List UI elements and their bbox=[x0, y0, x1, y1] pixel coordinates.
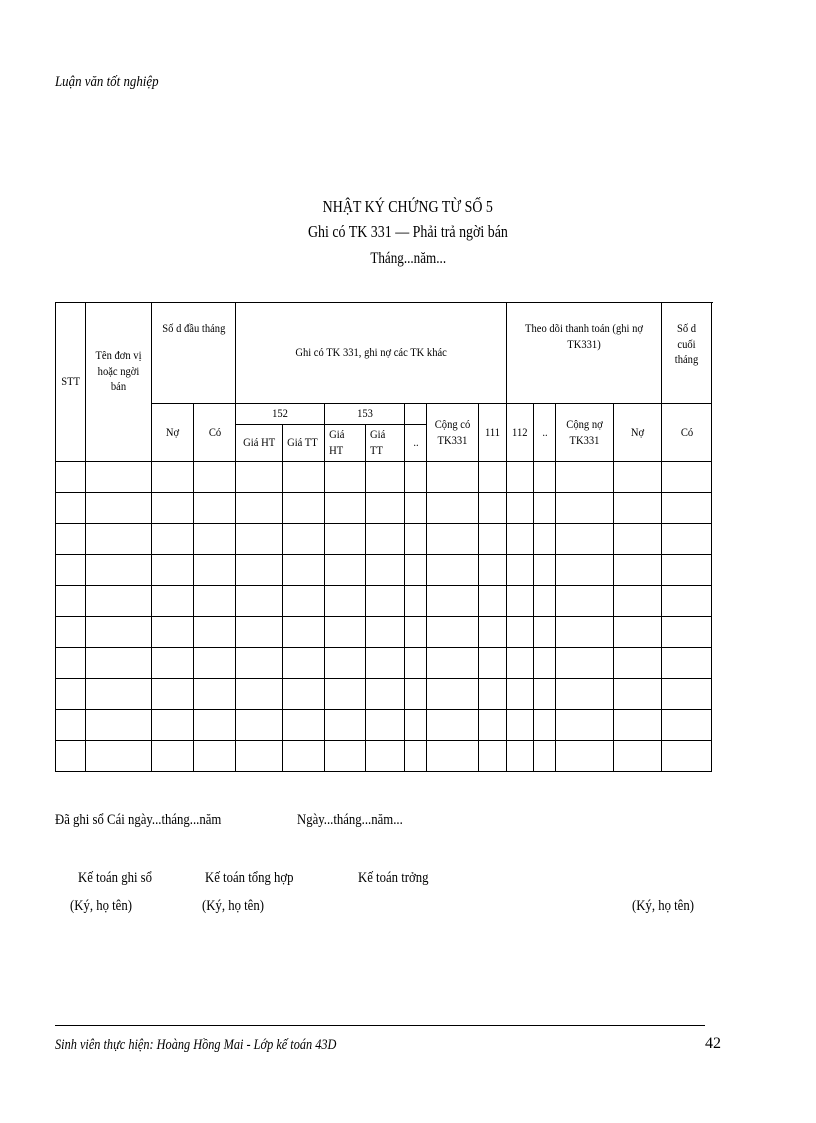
journal-table bbox=[55, 302, 712, 772]
table-cell bbox=[614, 617, 662, 648]
table-cell bbox=[194, 648, 236, 679]
table-cell bbox=[366, 679, 405, 710]
table-row bbox=[56, 648, 712, 679]
document-title: NHẬT KÝ CHỨNG TỪ SỐ 5 bbox=[322, 197, 494, 216]
table-cell bbox=[152, 617, 194, 648]
table-cell bbox=[405, 524, 427, 555]
table-cell bbox=[405, 710, 427, 741]
table-cell bbox=[56, 586, 86, 617]
table-cell bbox=[534, 741, 556, 772]
header-total-credit: Cộng có TK331 bbox=[427, 404, 479, 462]
table-cell bbox=[427, 462, 479, 493]
table-cell bbox=[325, 679, 366, 710]
table-cell bbox=[479, 741, 507, 772]
table-cell bbox=[534, 555, 556, 586]
document-period: Tháng...năm... bbox=[370, 250, 446, 267]
table-cell bbox=[152, 493, 194, 524]
table-cell bbox=[662, 679, 712, 710]
table-cell bbox=[325, 493, 366, 524]
table-cell bbox=[534, 462, 556, 493]
table-cell bbox=[283, 586, 325, 617]
table-cell bbox=[405, 493, 427, 524]
role-general-accountant: Kế toán tổng hợp bbox=[205, 870, 294, 886]
table-cell bbox=[405, 741, 427, 772]
table-cell bbox=[614, 493, 662, 524]
header-closing-balance: Số d cuối tháng bbox=[662, 303, 712, 404]
table-cell bbox=[325, 524, 366, 555]
table-cell bbox=[366, 462, 405, 493]
table-cell bbox=[556, 741, 614, 772]
table-cell bbox=[556, 710, 614, 741]
table-cell bbox=[479, 462, 507, 493]
table-cell bbox=[152, 462, 194, 493]
table-cell bbox=[405, 555, 427, 586]
header-153-gia-tt: Giá TT bbox=[366, 425, 405, 462]
table-cell bbox=[325, 741, 366, 772]
table-cell bbox=[86, 648, 152, 679]
table-row bbox=[56, 679, 712, 710]
table-cell bbox=[236, 586, 283, 617]
table-cell bbox=[427, 586, 479, 617]
table-cell bbox=[479, 648, 507, 679]
table-row bbox=[56, 524, 712, 555]
table-cell bbox=[427, 741, 479, 772]
table-cell bbox=[86, 617, 152, 648]
table-cell bbox=[427, 493, 479, 524]
table-cell bbox=[56, 555, 86, 586]
header-opening-debit: Nợ bbox=[152, 404, 194, 462]
header-account-153: 153 bbox=[325, 404, 405, 425]
header-closing-debit: Nợ bbox=[614, 404, 662, 462]
table-cell bbox=[662, 462, 712, 493]
table-cell bbox=[283, 617, 325, 648]
table-cell bbox=[194, 524, 236, 555]
header-opening-balance: Số d đầu tháng bbox=[152, 303, 236, 404]
table-cell bbox=[614, 741, 662, 772]
table-row bbox=[56, 710, 712, 741]
table-cell bbox=[614, 555, 662, 586]
table-row bbox=[56, 462, 712, 493]
header-opening-credit: Có bbox=[194, 404, 236, 462]
table-cell bbox=[534, 617, 556, 648]
table-cell bbox=[662, 555, 712, 586]
table-cell bbox=[507, 493, 534, 524]
table-cell bbox=[366, 586, 405, 617]
table-cell bbox=[614, 462, 662, 493]
table-body bbox=[56, 462, 712, 772]
table-cell bbox=[614, 524, 662, 555]
table-cell bbox=[86, 679, 152, 710]
table-cell bbox=[507, 648, 534, 679]
table-cell bbox=[194, 679, 236, 710]
table-cell bbox=[662, 741, 712, 772]
header-closing-credit: Có bbox=[662, 404, 712, 462]
table-cell bbox=[534, 586, 556, 617]
table-cell bbox=[283, 493, 325, 524]
header-credit-group: Ghi có TK 331, ghi nợ các TK khác bbox=[236, 303, 507, 404]
table-cell bbox=[194, 462, 236, 493]
table-cell bbox=[283, 679, 325, 710]
table-cell bbox=[236, 617, 283, 648]
sign-note-general: (Ký, họ tên) bbox=[202, 898, 264, 914]
sign-note-chief: (Ký, họ tên) bbox=[632, 898, 694, 914]
table-cell bbox=[534, 493, 556, 524]
header-stt: STT bbox=[56, 303, 86, 462]
table-cell bbox=[507, 586, 534, 617]
role-bookkeeper: Kế toán ghi sổ bbox=[78, 870, 153, 886]
table-cell bbox=[662, 617, 712, 648]
table-cell bbox=[507, 555, 534, 586]
table-cell bbox=[152, 710, 194, 741]
table-cell bbox=[283, 741, 325, 772]
table-cell bbox=[662, 493, 712, 524]
header-152-gia-tt: Giá TT bbox=[283, 425, 325, 462]
table-cell bbox=[366, 648, 405, 679]
table-cell bbox=[427, 524, 479, 555]
table-cell bbox=[152, 555, 194, 586]
table-cell bbox=[405, 648, 427, 679]
table-cell bbox=[479, 586, 507, 617]
header-account-152: 152 bbox=[236, 404, 325, 425]
table-cell bbox=[556, 617, 614, 648]
table-cell bbox=[662, 648, 712, 679]
table-cell bbox=[152, 648, 194, 679]
table-cell bbox=[236, 741, 283, 772]
header-other-accounts: .. bbox=[405, 425, 427, 462]
table-cell bbox=[325, 710, 366, 741]
date-line: Ngày...tháng...năm... bbox=[297, 812, 403, 828]
table-cell bbox=[56, 710, 86, 741]
table-cell bbox=[86, 555, 152, 586]
table-cell bbox=[236, 493, 283, 524]
table-cell bbox=[56, 741, 86, 772]
table-cell bbox=[405, 586, 427, 617]
table-cell bbox=[236, 710, 283, 741]
role-chief-accountant: Kế toán trởng bbox=[358, 870, 429, 886]
table-cell bbox=[556, 493, 614, 524]
document-subtitle: Ghi có TK 331 — Phải trả ngời bán bbox=[308, 222, 508, 241]
table-cell bbox=[194, 555, 236, 586]
running-header: Luận văn tốt nghiệp bbox=[55, 74, 159, 90]
table-cell bbox=[194, 617, 236, 648]
table-cell bbox=[427, 710, 479, 741]
table-cell bbox=[152, 741, 194, 772]
table-cell bbox=[556, 524, 614, 555]
footer-rule bbox=[55, 1025, 705, 1026]
table-cell bbox=[194, 741, 236, 772]
table-cell bbox=[325, 555, 366, 586]
header-supplier-name: Tên đơn vị hoặc ngời bán bbox=[86, 303, 152, 462]
table-cell bbox=[56, 648, 86, 679]
table-cell bbox=[366, 741, 405, 772]
table-cell bbox=[56, 617, 86, 648]
table-cell bbox=[236, 679, 283, 710]
table-cell bbox=[405, 617, 427, 648]
header-tracking-other: .. bbox=[534, 404, 556, 462]
table-cell bbox=[236, 462, 283, 493]
table-cell bbox=[366, 710, 405, 741]
table-cell bbox=[507, 710, 534, 741]
table-cell bbox=[283, 710, 325, 741]
table-cell bbox=[325, 648, 366, 679]
header-other-blank bbox=[405, 404, 427, 425]
table-row bbox=[56, 586, 712, 617]
table-cell bbox=[86, 493, 152, 524]
table-cell bbox=[427, 679, 479, 710]
table-cell bbox=[507, 741, 534, 772]
table-cell bbox=[366, 524, 405, 555]
table-cell bbox=[479, 710, 507, 741]
table-cell bbox=[194, 710, 236, 741]
table-cell bbox=[427, 617, 479, 648]
table-cell bbox=[86, 741, 152, 772]
table-cell bbox=[56, 493, 86, 524]
table-cell bbox=[325, 617, 366, 648]
table-cell bbox=[479, 555, 507, 586]
table-cell bbox=[366, 555, 405, 586]
table-row bbox=[56, 741, 712, 772]
table-cell bbox=[283, 555, 325, 586]
header-total-debit: Cộng nợ TK331 bbox=[556, 404, 614, 462]
header-account-112: 112 bbox=[507, 404, 534, 462]
table-cell bbox=[507, 462, 534, 493]
table-cell bbox=[479, 493, 507, 524]
table-cell bbox=[507, 617, 534, 648]
table-cell bbox=[507, 679, 534, 710]
table-cell bbox=[152, 524, 194, 555]
table-cell bbox=[366, 493, 405, 524]
table-cell bbox=[534, 710, 556, 741]
posted-to-ledger-line: Đã ghi sổ Cái ngày...tháng...năm bbox=[55, 812, 222, 828]
table-cell bbox=[614, 648, 662, 679]
table-cell bbox=[56, 524, 86, 555]
table-cell bbox=[325, 462, 366, 493]
table-cell bbox=[325, 586, 366, 617]
table-cell bbox=[534, 524, 556, 555]
header-153-gia-ht: Giá HT bbox=[325, 425, 366, 462]
table-row bbox=[56, 555, 712, 586]
table-cell bbox=[236, 524, 283, 555]
table-cell bbox=[283, 462, 325, 493]
table-cell bbox=[86, 710, 152, 741]
table-cell bbox=[427, 648, 479, 679]
table-cell bbox=[152, 679, 194, 710]
table-cell bbox=[194, 493, 236, 524]
table-cell bbox=[614, 586, 662, 617]
table-row bbox=[56, 493, 712, 524]
table-cell bbox=[56, 462, 86, 493]
table-cell bbox=[507, 524, 534, 555]
table-cell bbox=[236, 648, 283, 679]
table-cell bbox=[86, 586, 152, 617]
header-account-111: 111 bbox=[479, 404, 507, 462]
table-cell bbox=[556, 648, 614, 679]
sign-note-bookkeeper: (Ký, họ tên) bbox=[70, 898, 132, 914]
table-cell bbox=[86, 524, 152, 555]
table-cell bbox=[283, 524, 325, 555]
table-cell bbox=[479, 617, 507, 648]
table-cell bbox=[534, 648, 556, 679]
table-cell bbox=[86, 462, 152, 493]
table-cell bbox=[556, 679, 614, 710]
header-152-gia-ht: Giá HT bbox=[236, 425, 283, 462]
table-cell bbox=[283, 648, 325, 679]
table-cell bbox=[662, 524, 712, 555]
table-cell bbox=[662, 586, 712, 617]
table-cell bbox=[152, 586, 194, 617]
table-cell bbox=[479, 524, 507, 555]
page-number: 42 bbox=[705, 1035, 721, 1052]
footer-author: Sinh viên thực hiện: Hoàng Hồng Mai - Lớp kế toán 43D bbox=[55, 1037, 337, 1053]
header-payment-tracking: Theo dõi thanh toán (ghi nợ TK331) bbox=[507, 303, 662, 404]
table-cell bbox=[194, 586, 236, 617]
table-cell bbox=[405, 462, 427, 493]
table-row bbox=[56, 617, 712, 648]
table-cell bbox=[556, 586, 614, 617]
table-cell bbox=[479, 679, 507, 710]
table-cell bbox=[556, 555, 614, 586]
table-cell bbox=[556, 462, 614, 493]
table-cell bbox=[366, 617, 405, 648]
table-cell bbox=[427, 555, 479, 586]
table-cell bbox=[614, 679, 662, 710]
table-cell bbox=[405, 679, 427, 710]
table-cell bbox=[662, 710, 712, 741]
table-cell bbox=[534, 679, 556, 710]
table-cell bbox=[236, 555, 283, 586]
table-cell bbox=[56, 679, 86, 710]
table-cell bbox=[614, 710, 662, 741]
